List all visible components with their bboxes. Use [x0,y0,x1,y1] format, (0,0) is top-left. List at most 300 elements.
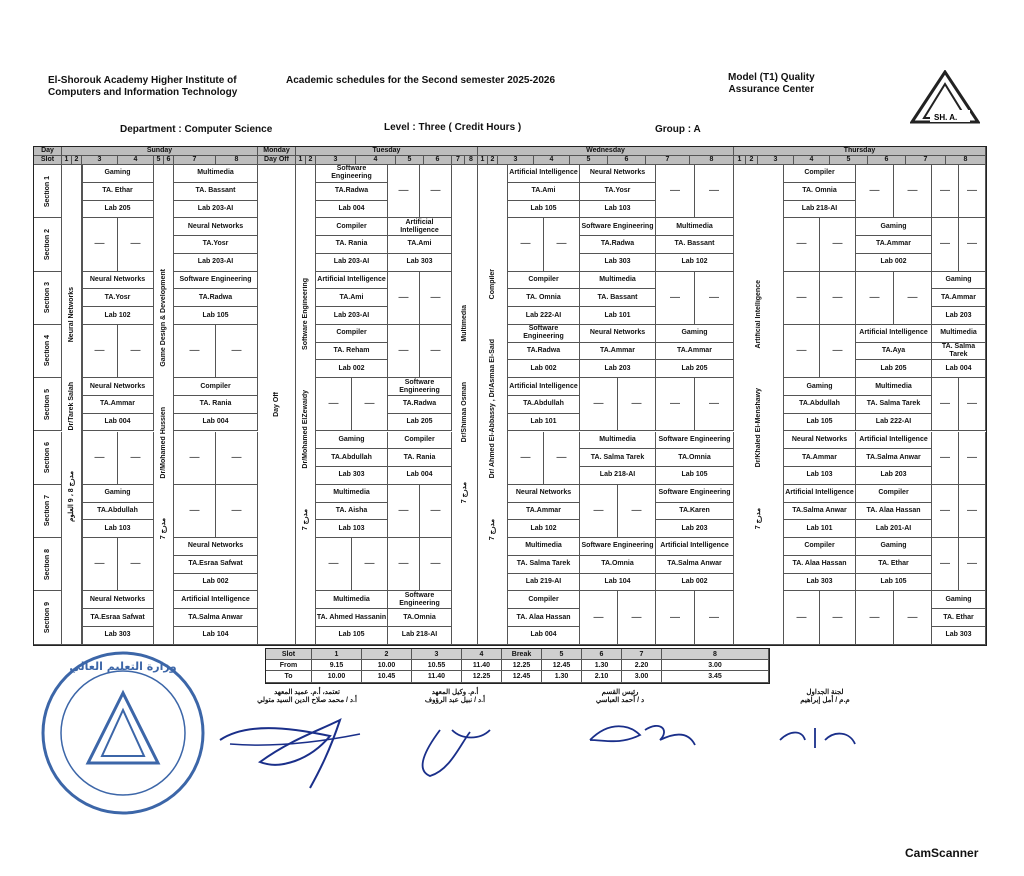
slot-ta: TA. Salma Tarek [580,449,656,467]
section-label [34,591,62,644]
slot-ta: TA. Bassant [580,289,656,307]
slot-subject: Compiler [784,538,856,556]
section-label-text: Section 6 [43,442,51,474]
slot-subject: Artificial Intelligence [856,325,932,343]
slot-head: 4 [462,649,502,660]
slot-ta: TA. Alaa Hassan [856,503,932,521]
empty-slot: — [856,591,894,644]
section-label [34,165,62,218]
empty-slot: — [820,591,856,644]
document-title: Academic schedules for the Second semester 2025-2026 [286,75,556,86]
slot-subject: Multimedia [856,378,932,396]
tuesday-lecture-multimedia [452,165,478,645]
empty-slot: — [695,378,734,431]
empty-slot: — [932,538,959,591]
slot-ta: TA.Karen [656,503,734,521]
slot-ta: TA. Aisha [316,503,388,521]
slot-subject: Gaming [932,591,986,609]
thursday-slot-6: 6 [868,156,906,165]
empty-slot: — [656,378,695,431]
section-label [34,432,62,485]
section-label [34,272,62,325]
slot-lab: Lab 303 [82,627,154,645]
slot-subject: Neural Networks [82,378,154,396]
empty-slot: — [820,218,856,271]
slot-lab: Lab 218-AI [388,627,452,645]
tuesday-slot-5: 5 [396,156,424,165]
slot-ta: TA. Alaa Hassan [508,609,580,627]
slot-ta: TA. Salma Tarek [932,343,986,361]
empty-slot: — [894,591,932,644]
camscanner-watermark: CamScanner [905,846,979,860]
logo-text: SH. A. [934,113,958,122]
slot-subject: Software Engineering [656,485,734,503]
tuesday-lecture-software-engineering-text-2: مدرج 7 [301,509,309,531]
slot-subject: Neural Networks [580,165,656,183]
empty-slot: — [316,538,352,591]
slot-ta: TA.Yosr [174,236,258,254]
slot-ta: TA. Rania [316,236,388,254]
slot-lab: Lab 002 [316,360,388,378]
slot-ta: TA.Ami [508,183,580,201]
empty-slot: — [784,325,820,378]
section-label [34,218,62,271]
thursday-slot-1: 1 [734,156,746,165]
slot-head: 6 [582,649,622,660]
wednesday-slot-5: 5 [570,156,608,165]
wednesday-lecture-compiler [478,165,508,645]
slot-subject: Software Engineering [174,272,258,290]
sunday-slot-1: 1 [62,156,72,165]
thursday-lecture-artificial-intelligence-text-2: مدرج 7 [754,507,762,529]
slot-times-table [265,648,770,684]
empty-slot: — [656,272,695,325]
slot-subject: Gaming [82,165,154,183]
slot-subject: Compiler [784,165,856,183]
empty-slot: — [388,272,420,325]
slot-ta: TA.Salma Anwar [656,556,734,574]
slot-from-time: 1.30 [582,660,622,671]
empty-slot: — [932,432,959,485]
slot-ta: TA. Reham [316,343,388,361]
thursday-header: Thursday [734,147,986,156]
slot-lab: Lab 105 [856,574,932,592]
sunday-slot-3: 3 [82,156,118,165]
slot-subject: Compiler [508,272,580,290]
slot-lab: Lab 004 [508,627,580,645]
slot-ta: TA. Alaa Hassan [784,556,856,574]
sunday-lecture-neural-networks-text-2: مدرج 8 ، 9 العلوم [67,470,75,522]
slot-ta: TA.Ammar [656,343,734,361]
slot-lab: Lab 104 [580,574,656,592]
sunday-lecture-game-design-text-1: Dr/Mohamed Hussien [159,406,167,479]
slot-lab: Lab 303 [784,574,856,592]
slot-subject: Software Engineering [580,218,656,236]
slot-ta: TA.Yosr [82,289,154,307]
wednesday-lecture-compiler-text-1: Dr/ Ahmed El-Abbassy , Dr/Asmaa El-Said [488,339,496,479]
slot-subject: Gaming [656,325,734,343]
slot-ta: TA.Salma Anwar [784,503,856,521]
empty-slot: — [82,538,118,591]
day-off-header: Day Off [258,156,296,165]
slot-to-time: 11.40 [412,671,462,683]
department-label: Department : Computer Science [120,124,273,135]
slot-to-time: 3.00 [622,671,662,683]
slot-lab: Lab 203-AI [316,307,388,325]
slot-subject: Artificial Intelligence [656,538,734,556]
tuesday-slot-8: 8 [465,156,478,165]
empty-slot: — [695,165,734,218]
slot-ta: TA.Esraa Safwat [82,609,154,627]
empty-slot: — [784,272,820,325]
slot-ta: TA.Salma Anwar [174,609,258,627]
slot-lab: Lab 103 [580,201,656,219]
slot-lab: Lab 103 [82,520,154,538]
slot-lab: Lab 205 [856,360,932,378]
section-label-text: Section 1 [43,175,51,207]
thursday-slot-2: 2 [746,156,758,165]
model-line-1: Model (T1) Quality [728,72,815,83]
slot-subject: Neural Networks [82,591,154,609]
slot-lab: Lab 205 [656,360,734,378]
empty-slot: — [118,218,154,271]
empty-slot: — [420,325,452,378]
committee-name: م.م / أمل إبراهيم [800,697,850,704]
slot-head: 5 [542,649,582,660]
slot-subject: Gaming [856,218,932,236]
empty-slot: — [932,165,959,218]
slot-subject: Artificial Intelligence [174,591,258,609]
slot-to-time: 10.45 [362,671,412,683]
empty-slot: — [82,432,118,485]
slot-lab: Lab 201-AI [856,520,932,538]
empty-slot: — [656,165,695,218]
slot-subject: Gaming [932,272,986,290]
empty-slot: — [959,538,986,591]
vice-dean-title: أ.م. وكيل المعهد [431,689,479,696]
empty-slot: — [544,432,580,485]
slot-subject: Gaming [316,432,388,450]
model-label [728,72,815,96]
slot-subject: Multimedia [580,432,656,450]
slot-ta: TA.Ami [388,236,452,254]
empty-slot: — [420,538,452,591]
wednesday-slot-7: 7 [646,156,690,165]
wednesday-slot-2: 2 [488,156,498,165]
empty-slot: — [932,485,959,538]
sunday-lecture-neural-networks-text-1: Dr/Tarek Salah [67,382,75,431]
empty-slot: — [784,218,820,271]
committee-title: لجنة الجداول [806,689,844,696]
slot-lab: Lab 105 [508,201,580,219]
slot-ta: TA.Abdullah [82,503,154,521]
stamp-text: وزارة التعليم العالي [69,660,177,673]
section-label [34,378,62,431]
slot-subject: Artificial Intelligence [508,378,580,396]
slot-lab: Lab 002 [508,360,580,378]
slot-subject: Neural Networks [174,218,258,236]
slot-subject: Multimedia [174,165,258,183]
slot-ta: TA.Ammar [784,449,856,467]
slot-ta: TA.Abdullah [316,449,388,467]
sunday-slot-2: 2 [72,156,82,165]
slot-ta: TA. Ahmed Hassanin [316,609,388,627]
sunday-lecture-neural-networks-text-0: Neural Networks [67,287,75,343]
slot-subject: Multimedia [316,591,388,609]
empty-slot: — [174,432,216,485]
slot-ta: TA.Yosr [580,183,656,201]
slot-subject: Artificial Intelligence [508,165,580,183]
head-name: د / أحمد العباسي [595,697,645,704]
slot-lab: Lab 303 [932,627,986,645]
dean-name: أ.د / محمد صلاح الدين السيد متولي [257,697,357,704]
slot-subject: Neural Networks [174,538,258,556]
slot-subject: Multimedia [580,272,656,290]
slot-ta: TA.Ammar [580,343,656,361]
slot-to-time: 12.45 [502,671,542,683]
slot-lab: Lab 102 [508,520,580,538]
empty-slot: — [352,538,388,591]
dean-title: تعتمد، أ.م. عميد المعهد [274,689,340,696]
empty-slot: — [82,325,118,378]
vice-dean-name: أ.د / نبيل عبد الرؤوف [424,697,486,704]
empty-slot: — [216,325,258,378]
slot-lab: Lab 004 [316,201,388,219]
slot-lab: Lab 002 [656,574,734,592]
slot-from-time: 9.15 [312,660,362,671]
slot-subject: Artificial Intelligence [316,272,388,290]
slot-from-time: 3.00 [662,660,769,671]
empty-slot: — [420,165,452,218]
sunday-slot-5: 5 [154,156,164,165]
slot-ta: TA.Radwa [508,343,580,361]
slot-subject: Gaming [856,538,932,556]
empty-slot: — [216,485,258,538]
slot-ta: TA. Ethar [932,609,986,627]
slot-subject: Neural Networks [508,485,580,503]
slot-lab: Lab 103 [316,520,388,538]
empty-slot: — [420,485,452,538]
empty-slot: — [784,591,820,644]
slot-ta: TA.Ammar [82,396,154,414]
slot-ta: TA. Salma Tarek [508,556,580,574]
empty-slot: — [388,165,420,218]
empty-slot: — [894,272,932,325]
slot-subject: Software Engineering [580,538,656,556]
empty-slot: — [932,378,959,431]
slot-head: Break [502,649,542,660]
slot-subject: Multimedia [656,218,734,236]
slot-subject: Gaming [784,378,856,396]
slot-ta: TA.Aya [856,343,932,361]
slot-lab: Lab 101 [784,520,856,538]
schedule-table [33,146,987,646]
slot-lab: Lab 002 [174,574,258,592]
slot-subject: Software Engineering [656,432,734,450]
section-label-text: Section 3 [43,282,51,314]
section-label [34,325,62,378]
slot-lab: Lab 203 [580,360,656,378]
tuesday-lecture-multimedia-text-2: مدرج 7 [460,482,468,504]
slot-lab: Lab 205 [388,414,452,432]
slot-head: 8 [662,649,769,660]
slot-lab: Lab 102 [82,307,154,325]
section-label-text: Section 8 [43,548,51,580]
slot-ta: TA.Radwa [174,289,258,307]
wednesday-lecture-compiler-text-2: مدرج 7 [488,518,496,540]
thursday-lecture-artificial-intelligence-text-0: Artificial Intelligence [754,279,762,349]
section-label [34,485,62,538]
slot-ta: TA. Omnia [784,183,856,201]
slot-subject: Artificial Intelligence [388,218,452,236]
sunday-lecture-neural-networks [62,165,82,645]
institute-line-2: Computers and Information Technology [48,87,238,98]
section-label-text: Section 5 [43,388,51,420]
slot-lab: Lab 105 [784,414,856,432]
slot-ta: TA.Ami [316,289,388,307]
slot-lab: Lab 303 [388,254,452,272]
slot-subject: Compiler [174,378,258,396]
slot-lab: Lab 101 [580,307,656,325]
institute-name [48,75,288,99]
empty-slot: — [388,325,420,378]
tuesday-slot-7: 7 [452,156,465,165]
slot-lab: Lab 205 [82,201,154,219]
slot-lab: Lab 102 [656,254,734,272]
empty-slot: — [695,591,734,644]
thursday-slot-5: 5 [830,156,868,165]
slot-ta: TA.Salma Anwar [856,449,932,467]
slot-from-time: 10.55 [412,660,462,671]
slot-subject: Software Engineering [388,378,452,396]
empty-slot: — [174,325,216,378]
slot-lab: Lab 218-AI [784,201,856,219]
slot-to-time: 3.45 [662,671,769,683]
slot-lab: Lab 004 [388,467,452,485]
slot-ta: TA.Omnia [388,609,452,627]
slot-ta: TA. Omnia [508,289,580,307]
tuesday-slot-6: 6 [424,156,452,165]
slot-lab: Lab 203-AI [174,254,258,272]
empty-slot: — [118,432,154,485]
sunday-slot-8: 8 [216,156,258,165]
slot-lab: Lab 203-AI [316,254,388,272]
sunday-slot-4: 4 [118,156,154,165]
thursday-slot-7: 7 [906,156,946,165]
slot-from-time: 12.25 [502,660,542,671]
section-label-text: Section 9 [43,601,51,634]
empty-slot: — [894,165,932,218]
slot-lab: Lab 203-AI [174,201,258,219]
empty-slot: — [316,378,352,431]
slot-lab: Lab 303 [580,254,656,272]
slot-lab: Lab 004 [174,414,258,432]
slot-subject: Artificial Intelligence [856,432,932,450]
slot-subject: Neural Networks [580,325,656,343]
monday-day-off [258,165,296,645]
ministry-stamp-icon [38,648,208,818]
slot-subject: Multimedia [932,325,986,343]
slot-ta: TA.Radwa [580,236,656,254]
empty-slot: — [174,485,216,538]
tuesday-slot-2: 2 [306,156,316,165]
slot-ta: TA.Ammar [932,289,986,307]
empty-slot: — [656,591,695,644]
slot-ta: TA. Salma Tarek [856,396,932,414]
group-label: Group : A [655,124,701,135]
to-row-label: To [266,671,312,683]
sunday-slot-6: 6 [164,156,174,165]
wednesday-slot-6: 6 [608,156,646,165]
slot-lab: Lab 104 [174,627,258,645]
empty-slot: — [118,325,154,378]
slot-head: 7 [622,649,662,660]
slot-lab: Lab 103 [784,467,856,485]
empty-slot: — [216,432,258,485]
empty-slot: — [580,378,618,431]
empty-slot: — [580,485,618,538]
empty-slot: — [82,218,118,271]
empty-slot: — [388,485,420,538]
empty-slot: — [388,538,420,591]
empty-slot: — [508,218,544,271]
slot-ta: TA.Ammar [856,236,932,254]
empty-slot: — [856,165,894,218]
slot-subject: Compiler [316,325,388,343]
slot-lab: Lab 105 [656,467,734,485]
slot-ta: TA.Ammar [508,503,580,521]
slot-head: 2 [362,649,412,660]
slot-subject: Compiler [856,485,932,503]
slot-ta: TA.Esraa Safwat [174,556,258,574]
handwritten-signatures-icon [190,700,880,790]
thursday-lecture-artificial-intelligence [734,165,784,645]
slot-subject: Software Engineering [316,165,388,183]
academy-logo-icon [910,70,980,126]
section-label-text: Section 2 [43,228,51,260]
slot-lab: Lab 105 [174,307,258,325]
slot-from-time: 2.20 [622,660,662,671]
from-row-label: From [266,660,312,671]
empty-slot: — [544,218,580,271]
empty-slot: — [820,325,856,378]
tuesday-lecture-multimedia-text-0: Multimedia [460,305,468,342]
slot-lab: Lab 203 [856,467,932,485]
slot-ta: TA.Omnia [656,449,734,467]
empty-slot: — [508,432,544,485]
slot-lab: Lab 105 [316,627,388,645]
thursday-slot-4: 4 [794,156,830,165]
thursday-slot-8: 8 [946,156,986,165]
slot-ta: TA.Abdullah [784,396,856,414]
section-label-text: Section 4 [43,335,51,367]
slot-ta: TA.Radwa [388,396,452,414]
sunday-lecture-game-design-text-0: Game Design & Development [159,269,167,367]
slot-subject: Compiler [316,218,388,236]
slot-subject: Neural Networks [784,432,856,450]
tuesday-slot-1: 1 [296,156,306,165]
slot-subject: Software Engineering [388,591,452,609]
slot-ta: TA. Bassant [656,236,734,254]
wednesday-slot-1: 1 [478,156,488,165]
empty-slot: — [618,378,656,431]
wednesday-slot-8: 8 [690,156,734,165]
section-label-text: Section 7 [43,495,51,527]
slot-subject: Multimedia [316,485,388,503]
slot-to-time: 10.00 [312,671,362,683]
slot-lab: Lab 219-AI [508,574,580,592]
slot-lab: Lab 004 [82,414,154,432]
